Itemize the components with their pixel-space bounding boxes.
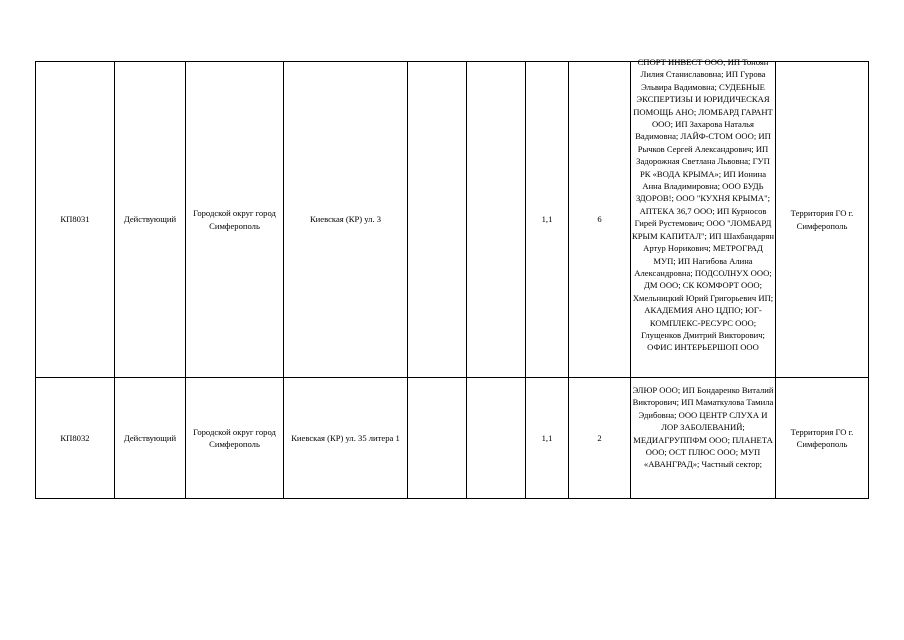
- status-cell: Действующий: [115, 378, 186, 499]
- address-cell: Киевская (КР) ул. 3: [284, 62, 408, 378]
- table-row: [36, 62, 869, 378]
- empty-cell-6: [467, 62, 526, 378]
- registry-table: [35, 57, 869, 499]
- municipality-cell: Городской округ город Симферополь: [186, 378, 284, 499]
- address-cell: Киевская (КР) ул. 35 литера 1: [284, 378, 408, 499]
- count-cell: 6: [569, 62, 631, 378]
- territory-cell: Территория ГО г. Симферополь: [776, 62, 869, 378]
- municipality-cell: Городской округ город Симферополь: [186, 62, 284, 378]
- empty-cell-6: [467, 378, 526, 499]
- empty-cell-5: [408, 62, 467, 378]
- owners-text: СПОРТ ИНВЕСТ ООО; ИП Тоноян Лилия Станиславовна; ИП Гурова Эльвира Вадимовна; СУДЕБНЫЕ ЭКСПЕРТИЗЫ И ЮРИДИЧЕСКАЯ ПОМОЩЬ АНО; ЛОМБАРД ГАРАНТ ООО; ИП Захарова Наталья Вадимовна; ЛАЙФ-СТОМ ООО; ИП Рычков Сергей Александрович; ИП Задорожная Светлана Львовна; ГУП РК «ВОДА КРЫМА»; ИП Ионина Анна Владимировна; ООО БУДЬ ЗДОРОВ!; ООО "КУХНЯ КРЫМА"; АПТЕКА 36,7 ООО; ИП Курносов Гирей Рустемович; ООО "ЛОМБАРД КРЫМ КАПИТАЛ"; ИП Шахбандарян Артур Норикович; МЕТРОГРАД МУП; ИП Нагибова Алина Александровна; ПОДСОЛНУХ ООО; ДМ ООО; СК КОМФОРТ ООО; Хмельницкий Юрий Григорьевич ИП; АКАДЕМИЯ АНО ЦДПО; ЮГ-КОМПЛЕКС-РЕСУРС ООО; Глущенков Дмитрий Викторович; ОФИС ИНТЕРЬЕРШОП ООО: [632, 57, 774, 353]
- area-cell: 1,1: [526, 62, 569, 378]
- count-cell: 2: [569, 378, 631, 499]
- container-code-cell: КП8031: [36, 62, 115, 378]
- container-code-cell: КП8032: [36, 378, 115, 499]
- table-row: [36, 378, 869, 499]
- owners-text: ЭЛЮР ООО; ИП Бондаренко Виталий Викторович; ИП Маматкулова Тамила Эдибовна; ООО ЦЕНТР СЛУХА И ЛОР ЗАБОЛЕВАНИЙ; МЕДИАГРУППФМ ООО; ПЛАНЕТА ООО; ОСТ ПЛЮС ООО; МУП «АВАНГРАД»; Частный сектор;: [632, 385, 774, 470]
- empty-cell-5: [408, 378, 467, 499]
- owners-cell: [631, 57, 776, 378]
- owners-cell: [631, 378, 776, 499]
- status-cell: Действующий: [115, 62, 186, 378]
- area-cell: 1,1: [526, 378, 569, 499]
- territory-cell: Территория ГО г. Симферополь: [776, 378, 869, 499]
